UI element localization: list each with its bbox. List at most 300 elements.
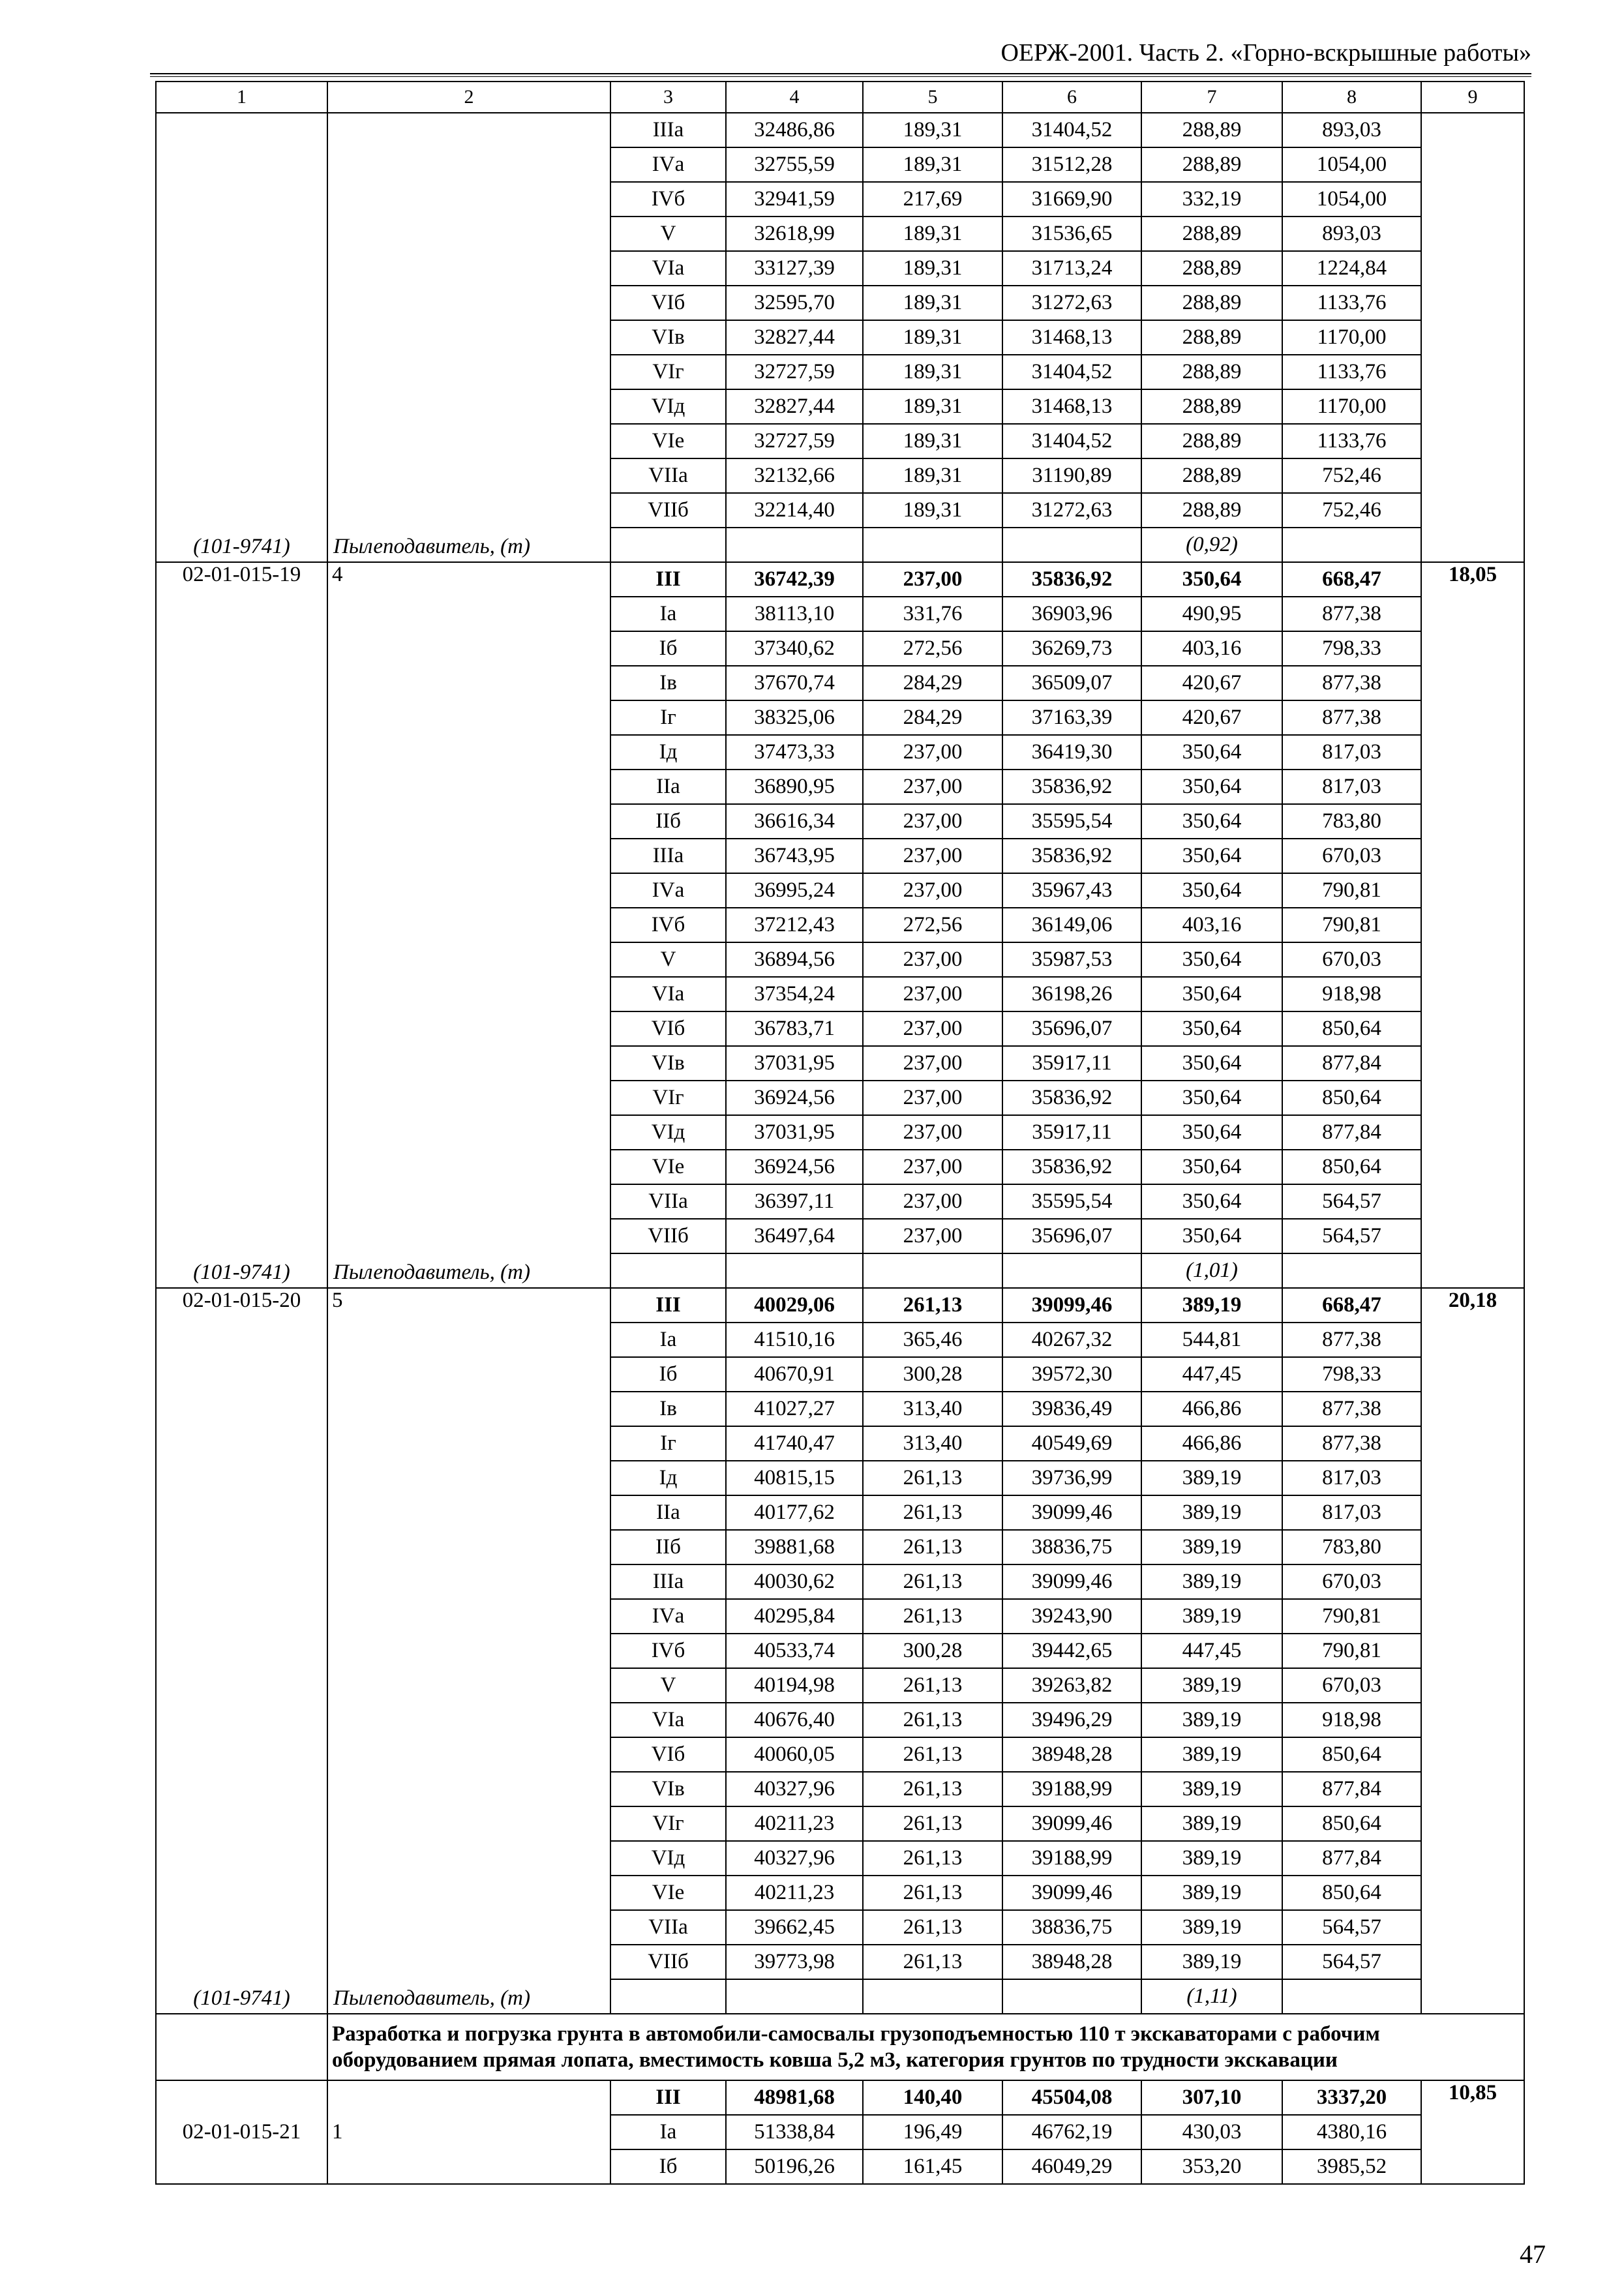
soil-group: V [610, 942, 726, 977]
value-cell: 544,81 [1141, 1323, 1282, 1357]
value-cell: 670,03 [1282, 1668, 1421, 1703]
soil-group: IVа [610, 1599, 726, 1634]
value-cell: 40327,96 [726, 1772, 863, 1806]
value-cell: 877,38 [1282, 666, 1421, 700]
soil-group: VIе [610, 424, 726, 458]
value-cell: 237,00 [863, 770, 1002, 804]
soil-group: V [610, 217, 726, 251]
soil-group: VIIб [610, 1945, 726, 1979]
value-cell: 389,19 [1141, 1599, 1282, 1634]
header-rule [150, 73, 1531, 74]
value-cell: 37163,39 [1002, 700, 1141, 735]
value-cell: 237,00 [863, 1081, 1002, 1115]
value-cell: 37031,95 [726, 1115, 863, 1150]
value-cell: 40211,23 [726, 1806, 863, 1841]
soil-group: VIIб [610, 1219, 726, 1253]
value-cell: 288,89 [1141, 389, 1282, 424]
value-cell: 32827,44 [726, 320, 863, 355]
section-title-row [156, 2014, 1524, 2080]
value-cell: 1133,76 [1282, 355, 1421, 389]
soil-group: VIа [610, 1703, 726, 1737]
value-cell: 40295,84 [726, 1599, 863, 1634]
value-cell: 32941,59 [726, 182, 863, 217]
value-cell: 31404,52 [1002, 424, 1141, 458]
value-cell: 37670,74 [726, 666, 863, 700]
value-cell: 790,81 [1282, 1599, 1421, 1634]
value-cell: 41740,47 [726, 1426, 863, 1461]
value-cell: 261,13 [863, 1806, 1002, 1841]
rate-parameter [327, 113, 610, 562]
value-cell: 161,45 [863, 2149, 1002, 2184]
value-cell: 331,76 [863, 597, 1002, 631]
value-cell: 237,00 [863, 735, 1002, 770]
soil-group: IIIа [610, 839, 726, 873]
value-cell: 261,13 [863, 1599, 1002, 1634]
soil-group: Iд [610, 1461, 726, 1495]
rate-parameter: 1 [327, 2080, 610, 2184]
running-header: ОЕРЖ-2001. Часть 2. «Горно-вскрышные работы» [1000, 39, 1531, 67]
header-rule-thin [150, 76, 1531, 77]
value-cell: 288,89 [1141, 424, 1282, 458]
soil-group: IIб [610, 1530, 726, 1564]
value-cell: 38836,75 [1002, 1910, 1141, 1945]
value-cell: 40194,98 [726, 1668, 863, 1703]
value-cell: 817,03 [1282, 770, 1421, 804]
value-cell: 36198,26 [1002, 977, 1141, 1011]
value-cell: 389,19 [1141, 1564, 1282, 1599]
value-cell: 40549,69 [1002, 1426, 1141, 1461]
value-cell: 350,64 [1141, 562, 1282, 597]
rate-code: 02-01-015-19 (101-9741) [156, 562, 327, 1288]
empty-cell [1002, 1253, 1141, 1288]
value-cell: 39263,82 [1002, 1668, 1141, 1703]
value-cell: 50196,26 [726, 2149, 863, 2184]
value-cell: 237,00 [863, 942, 1002, 977]
value-cell: 332,19 [1141, 182, 1282, 217]
value-cell: 189,31 [863, 389, 1002, 424]
value-cell: 300,28 [863, 1634, 1002, 1668]
value-cell: 46762,19 [1002, 2115, 1141, 2149]
soil-group: VIг [610, 1806, 726, 1841]
value-cell: 790,81 [1282, 873, 1421, 908]
value-cell: 35836,92 [1002, 1081, 1141, 1115]
value-cell: 39881,68 [726, 1530, 863, 1564]
value-cell: 668,47 [1282, 1288, 1421, 1323]
value-cell: 40060,05 [726, 1737, 863, 1772]
value-cell: 389,19 [1141, 1530, 1282, 1564]
value-cell: 196,49 [863, 2115, 1002, 2149]
value-cell: 670,03 [1282, 942, 1421, 977]
value-cell: 35917,11 [1002, 1046, 1141, 1081]
value-cell: 790,81 [1282, 908, 1421, 942]
value-cell: 31713,24 [1002, 251, 1141, 286]
empty-cell [610, 528, 726, 562]
value-cell: 466,86 [1141, 1392, 1282, 1426]
value-cell: 37354,24 [726, 977, 863, 1011]
value-cell: 35987,53 [1002, 942, 1141, 977]
value-cell: 261,13 [863, 1945, 1002, 1979]
soil-group: IIа [610, 770, 726, 804]
soil-group: IVб [610, 182, 726, 217]
value-cell: 36269,73 [1002, 631, 1141, 666]
soil-group: VIб [610, 1737, 726, 1772]
value-cell: 35595,54 [1002, 1184, 1141, 1219]
rate-parameter: 5 Пылеподавитель, (т) [327, 1288, 610, 2014]
value-cell: 35836,92 [1002, 562, 1141, 597]
value-cell: 36509,07 [1002, 666, 1141, 700]
value-cell: 288,89 [1141, 251, 1282, 286]
column-number: 9 [1421, 82, 1524, 113]
rate-code: 02-01-015-20 (101-9741) [156, 1288, 327, 2014]
empty-cell [1002, 1979, 1141, 2014]
value-cell: 877,38 [1282, 1392, 1421, 1426]
value-cell: 36742,39 [726, 562, 863, 597]
value-cell: 564,57 [1282, 1945, 1421, 1979]
value-cell: 288,89 [1141, 217, 1282, 251]
value-cell: 752,46 [1282, 493, 1421, 528]
value-cell: 39099,46 [1002, 1495, 1141, 1530]
value-cell: 35836,92 [1002, 770, 1141, 804]
value-cell: 40533,74 [726, 1634, 863, 1668]
value-cell: 35917,11 [1002, 1115, 1141, 1150]
value-cell: 31536,65 [1002, 217, 1141, 251]
value-cell: 564,57 [1282, 1910, 1421, 1945]
value-cell: 189,31 [863, 113, 1002, 147]
rates-table [155, 81, 1525, 2185]
soil-group: Iг [610, 1426, 726, 1461]
value-cell: 31404,52 [1002, 113, 1141, 147]
value-cell: 32132,66 [726, 458, 863, 493]
value-cell: 350,64 [1141, 770, 1282, 804]
value-cell: 31512,28 [1002, 147, 1141, 182]
value-cell: 1224,84 [1282, 251, 1421, 286]
value-cell: 877,84 [1282, 1046, 1421, 1081]
value-cell: 32486,86 [726, 113, 863, 147]
material-name: Пылеподавитель, (т) [333, 535, 530, 558]
value-cell: 307,10 [1141, 2080, 1282, 2115]
rate-parameter: 4 Пылеподавитель, (т) [327, 562, 610, 1288]
value-cell: 39496,29 [1002, 1703, 1141, 1737]
value-cell: 850,64 [1282, 1876, 1421, 1910]
value-cell: 261,13 [863, 1530, 1002, 1564]
value-cell: 39099,46 [1002, 1288, 1141, 1323]
value-cell: 3337,20 [1282, 2080, 1421, 2115]
table-row [156, 1288, 1524, 1323]
value-cell: 284,29 [863, 666, 1002, 700]
value-cell: 35967,43 [1002, 873, 1141, 908]
value-cell: 261,13 [863, 1910, 1002, 1945]
value-cell: 36743,95 [726, 839, 863, 873]
value-cell: 36783,71 [726, 1011, 863, 1046]
value-cell: 36397,11 [726, 1184, 863, 1219]
value-cell: 284,29 [863, 700, 1002, 735]
soil-group: VIб [610, 286, 726, 320]
value-cell: 36995,24 [726, 873, 863, 908]
soil-group: VIг [610, 1081, 726, 1115]
value-cell: 36924,56 [726, 1081, 863, 1115]
soil-group: Iд [610, 735, 726, 770]
value-cell: 39736,99 [1002, 1461, 1141, 1495]
value-cell: 51338,84 [726, 2115, 863, 2149]
value-cell: 389,19 [1141, 1772, 1282, 1806]
material-quantity: (1,11) [1141, 1979, 1282, 2014]
value-cell: 40815,15 [726, 1461, 863, 1495]
value-cell: 189,31 [863, 493, 1002, 528]
column-number: 8 [1282, 82, 1421, 113]
value-cell: 140,40 [863, 2080, 1002, 2115]
value-cell: 39188,99 [1002, 1772, 1141, 1806]
soil-group: VIа [610, 977, 726, 1011]
soil-group: Iа [610, 2115, 726, 2149]
value-cell: 35595,54 [1002, 804, 1141, 839]
soil-group: Iб [610, 631, 726, 666]
value-cell: 37031,95 [726, 1046, 863, 1081]
table-row [156, 562, 1524, 597]
soil-group: V [610, 1668, 726, 1703]
value-cell: 38948,28 [1002, 1737, 1141, 1772]
value-cell: 403,16 [1141, 631, 1282, 666]
material-code: (101-9741) [193, 1986, 290, 2010]
value-cell: 350,64 [1141, 977, 1282, 1011]
value-cell: 189,31 [863, 320, 1002, 355]
value-cell: 350,64 [1141, 804, 1282, 839]
value-cell: 261,13 [863, 1495, 1002, 1530]
labor-cost: 20,18 [1421, 1288, 1524, 2014]
soil-group: VIа [610, 251, 726, 286]
value-cell: 39099,46 [1002, 1806, 1141, 1841]
value-cell: 790,81 [1282, 1634, 1421, 1668]
value-cell: 237,00 [863, 1011, 1002, 1046]
value-cell: 877,84 [1282, 1115, 1421, 1150]
value-cell: 918,98 [1282, 1703, 1421, 1737]
value-cell: 40029,06 [726, 1288, 863, 1323]
value-cell: 272,56 [863, 908, 1002, 942]
empty-cell [726, 1253, 863, 1288]
value-cell: 420,67 [1141, 666, 1282, 700]
empty-cell [726, 1979, 863, 2014]
value-cell: 798,33 [1282, 1357, 1421, 1392]
value-cell: 36903,96 [1002, 597, 1141, 631]
soil-group: VIв [610, 1046, 726, 1081]
value-cell: 39836,49 [1002, 1392, 1141, 1426]
value-cell: 39662,45 [726, 1910, 863, 1945]
value-cell: 40030,62 [726, 1564, 863, 1599]
value-cell: 288,89 [1141, 320, 1282, 355]
value-cell: 389,19 [1141, 1806, 1282, 1841]
value-cell: 36419,30 [1002, 735, 1141, 770]
soil-group: Iа [610, 597, 726, 631]
value-cell: 466,86 [1141, 1426, 1282, 1461]
value-cell: 261,13 [863, 1876, 1002, 1910]
soil-group: VIIа [610, 458, 726, 493]
value-cell: 261,13 [863, 1772, 1002, 1806]
soil-group: III [610, 1288, 726, 1323]
value-cell: 261,13 [863, 1461, 1002, 1495]
column-number: 2 [327, 82, 610, 113]
value-cell: 350,64 [1141, 735, 1282, 770]
empty-cell [610, 1979, 726, 2014]
value-cell: 36497,64 [726, 1219, 863, 1253]
value-cell: 40670,91 [726, 1357, 863, 1392]
value-cell: 353,20 [1141, 2149, 1282, 2184]
column-number: 1 [156, 82, 327, 113]
value-cell: 237,00 [863, 1219, 1002, 1253]
column-number: 5 [863, 82, 1002, 113]
empty-cell [863, 528, 1002, 562]
value-cell: 32755,59 [726, 147, 863, 182]
value-cell: 893,03 [1282, 113, 1421, 147]
empty-cell [1002, 528, 1141, 562]
value-cell: 36616,34 [726, 804, 863, 839]
empty-cell [726, 528, 863, 562]
value-cell: 36894,56 [726, 942, 863, 977]
value-cell: 288,89 [1141, 113, 1282, 147]
value-cell: 38113,10 [726, 597, 863, 631]
value-cell: 38948,28 [1002, 1945, 1141, 1979]
soil-group: Iб [610, 2149, 726, 2184]
value-cell: 893,03 [1282, 217, 1421, 251]
value-cell: 36890,95 [726, 770, 863, 804]
value-cell: 48981,68 [726, 2080, 863, 2115]
value-cell: 31404,52 [1002, 355, 1141, 389]
value-cell: 237,00 [863, 873, 1002, 908]
soil-group: IIб [610, 804, 726, 839]
value-cell: 564,57 [1282, 1219, 1421, 1253]
value-cell: 237,00 [863, 562, 1002, 597]
soil-group: VIIб [610, 493, 726, 528]
value-cell: 35836,92 [1002, 1150, 1141, 1184]
value-cell: 447,45 [1141, 1634, 1282, 1668]
value-cell: 783,80 [1282, 1530, 1421, 1564]
value-cell: 32727,59 [726, 424, 863, 458]
value-cell: 420,67 [1141, 700, 1282, 735]
soil-group: Iв [610, 666, 726, 700]
value-cell: 1133,76 [1282, 424, 1421, 458]
column-number: 6 [1002, 82, 1141, 113]
value-cell: 32618,99 [726, 217, 863, 251]
value-cell: 189,31 [863, 251, 1002, 286]
soil-group: VIд [610, 1841, 726, 1876]
soil-group: VIд [610, 389, 726, 424]
soil-group: VIг [610, 355, 726, 389]
soil-group: VIIа [610, 1910, 726, 1945]
value-cell: 752,46 [1282, 458, 1421, 493]
labor-cost: 10,85 [1421, 2080, 1524, 2184]
value-cell: 350,64 [1141, 1184, 1282, 1219]
value-cell: 39773,98 [726, 1945, 863, 1979]
value-cell: 389,19 [1141, 1737, 1282, 1772]
value-cell: 817,03 [1282, 1461, 1421, 1495]
value-cell: 35836,92 [1002, 839, 1141, 873]
soil-group: III [610, 562, 726, 597]
soil-group: III [610, 2080, 726, 2115]
soil-group: VIе [610, 1150, 726, 1184]
soil-group: Iб [610, 1357, 726, 1392]
material-quantity: (0,92) [1141, 528, 1282, 562]
value-cell: 389,19 [1141, 1910, 1282, 1945]
value-cell: 850,64 [1282, 1737, 1421, 1772]
value-cell: 31272,63 [1002, 286, 1141, 320]
value-cell: 918,98 [1282, 977, 1421, 1011]
soil-group: IVб [610, 908, 726, 942]
value-cell: 389,19 [1141, 1876, 1282, 1910]
value-cell: 189,31 [863, 424, 1002, 458]
value-cell: 1054,00 [1282, 147, 1421, 182]
value-cell: 670,03 [1282, 1564, 1421, 1599]
soil-group: Iв [610, 1392, 726, 1426]
value-cell: 850,64 [1282, 1150, 1421, 1184]
value-cell: 389,19 [1141, 1945, 1282, 1979]
value-cell: 783,80 [1282, 804, 1421, 839]
value-cell: 39188,99 [1002, 1841, 1141, 1876]
value-cell: 261,13 [863, 1737, 1002, 1772]
value-cell: 389,19 [1141, 1703, 1282, 1737]
soil-group: IVа [610, 873, 726, 908]
value-cell: 288,89 [1141, 286, 1282, 320]
value-cell: 36149,06 [1002, 908, 1141, 942]
value-cell: 237,00 [863, 1150, 1002, 1184]
soil-group: Iа [610, 1323, 726, 1357]
value-cell: 31190,89 [1002, 458, 1141, 493]
value-cell: 31468,13 [1002, 320, 1141, 355]
soil-group: IIа [610, 1495, 726, 1530]
value-cell: 350,64 [1141, 1011, 1282, 1046]
value-cell: 45504,08 [1002, 2080, 1141, 2115]
value-cell: 237,00 [863, 1184, 1002, 1219]
material-name: Пылеподавитель, (т) [333, 1261, 530, 1284]
value-cell: 46049,29 [1002, 2149, 1141, 2184]
value-cell: 41027,27 [726, 1392, 863, 1426]
empty-cell [156, 2014, 327, 2080]
labor-cost [1421, 113, 1524, 562]
value-cell: 350,64 [1141, 1081, 1282, 1115]
value-cell: 365,46 [863, 1323, 1002, 1357]
empty-cell [863, 1253, 1002, 1288]
value-cell: 288,89 [1141, 458, 1282, 493]
value-cell: 850,64 [1282, 1011, 1421, 1046]
value-cell: 313,40 [863, 1426, 1002, 1461]
value-cell: 237,00 [863, 1046, 1002, 1081]
value-cell: 877,38 [1282, 1426, 1421, 1461]
material-code: (101-9741) [193, 535, 290, 558]
value-cell: 40177,62 [726, 1495, 863, 1530]
value-cell: 564,57 [1282, 1184, 1421, 1219]
value-cell: 36924,56 [726, 1150, 863, 1184]
soil-group: VIд [610, 1115, 726, 1150]
value-cell: 389,19 [1141, 1461, 1282, 1495]
value-cell: 389,19 [1141, 1668, 1282, 1703]
value-cell: 430,03 [1141, 2115, 1282, 2149]
value-cell: 850,64 [1282, 1081, 1421, 1115]
soil-group: IIIа [610, 113, 726, 147]
value-cell: 39572,30 [1002, 1357, 1141, 1392]
value-cell: 35696,07 [1002, 1219, 1141, 1253]
soil-group: VIе [610, 1876, 726, 1910]
value-cell: 189,31 [863, 355, 1002, 389]
value-cell: 217,69 [863, 182, 1002, 217]
value-cell: 288,89 [1141, 147, 1282, 182]
value-cell: 189,31 [863, 458, 1002, 493]
value-cell: 32827,44 [726, 389, 863, 424]
value-cell: 350,64 [1141, 1150, 1282, 1184]
value-cell: 447,45 [1141, 1357, 1282, 1392]
value-cell: 4380,16 [1282, 2115, 1421, 2149]
value-cell: 668,47 [1282, 562, 1421, 597]
value-cell: 37340,62 [726, 631, 863, 666]
value-cell: 288,89 [1141, 493, 1282, 528]
value-cell: 877,38 [1282, 597, 1421, 631]
value-cell: 313,40 [863, 1392, 1002, 1426]
